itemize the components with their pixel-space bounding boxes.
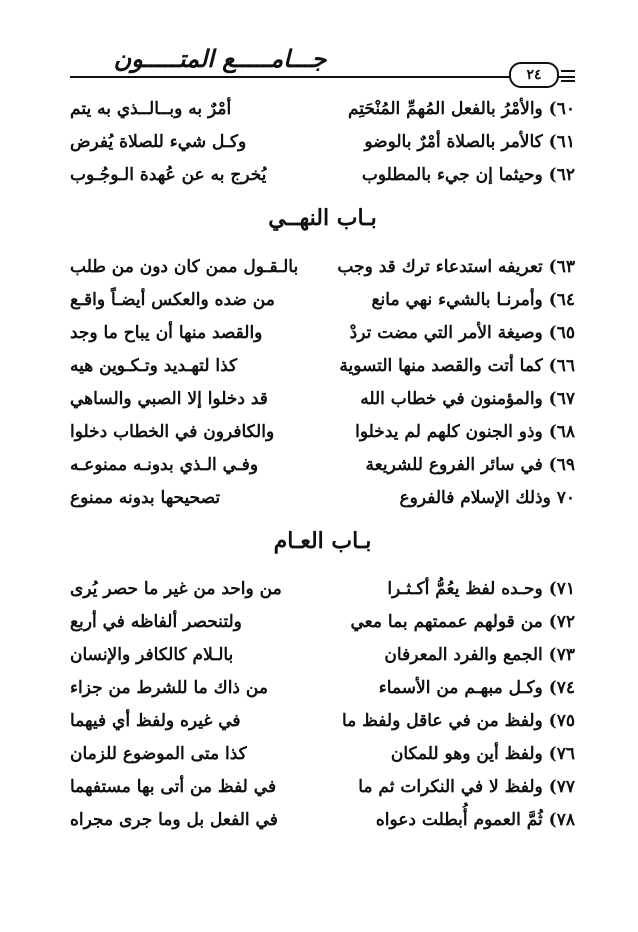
- verse-first-hemistich: ٧٥) ولفظ من في عاقل ولفظ ما: [341, 710, 575, 731]
- verse-first-hemistich: ٦٠) والأمْرُ بالفعل المُهمِّ المُنْحَتِم: [347, 98, 575, 119]
- verse-first-hemistich: ٦٨) وذو الجنون كلهم لم يدخلوا: [355, 421, 575, 442]
- verse-second-hemistich: من ذاك ما للشرط من جزاء: [70, 677, 268, 698]
- verse-line: [70, 572, 575, 605]
- verse-first-hemistich: ٦٩) في سائر الفروع للشريعة: [365, 454, 575, 475]
- verse-first-hemistich: ٧٤) وكـل مبهـم من الأسماء: [378, 677, 575, 698]
- verse-line: [70, 704, 575, 737]
- page-header: [70, 40, 575, 86]
- verse-line: [70, 770, 575, 803]
- verse-line: [70, 737, 575, 770]
- verse-second-hemistich: بالـلام كالكافر والإنسان: [70, 644, 234, 665]
- verse-line: [70, 605, 575, 638]
- verse-second-hemistich: كذا لتهـديد وتـكـوين هيه: [70, 355, 238, 376]
- verse-line: [70, 125, 575, 158]
- verse-first-hemistich: ٦٧) والمؤمنون في خطاب الله: [360, 388, 575, 409]
- verse-first-hemistich: ٧٢) من قولهم عممتهم بما معي: [350, 611, 575, 632]
- verse-first-hemistich: ٧٦) ولفظ أين وهو للمكان: [390, 743, 575, 764]
- running-title: جـــامـــــع المتـــــون: [113, 44, 327, 73]
- verse-second-hemistich: والقصد منها أن يباح ما وجد: [70, 322, 263, 343]
- verse-block-1: [70, 92, 575, 191]
- verse-block-3: [70, 572, 575, 836]
- verse-line: [70, 283, 575, 316]
- verse-second-hemistich: وفـي الـذي بدونـه ممنوعـه: [70, 454, 259, 475]
- verse-line: [70, 92, 575, 125]
- verse-first-hemistich: ٦٤) وأمرنـا بالشيء نهي مانع: [371, 289, 575, 310]
- verse-second-hemistich: ولتنحصر ألفاظه في أربع: [70, 611, 242, 632]
- verse-first-hemistich: ٧٨) ثُمَّ العموم أُبطلت دعواه: [375, 809, 575, 830]
- verse-second-hemistich: قد دخلوا إلا الصبي والساهي: [70, 388, 268, 409]
- header-rule: [70, 76, 575, 78]
- verse-first-hemistich: ٧١) وحـده لفظ يعُمُّ أكـثـرا: [387, 578, 575, 599]
- verse-first-hemistich: ٦٢) وحيثما إن جيء بالمطلوب: [361, 164, 575, 185]
- verse-second-hemistich: والكافرون في الخطاب دخلوا: [70, 421, 275, 442]
- verse-line: [70, 158, 575, 191]
- verse-block-2: [70, 250, 575, 514]
- verse-first-hemistich: ٧٧) ولفظ لا في النكرات ثم ما: [358, 776, 575, 797]
- section-heading: بـاب العـام: [273, 528, 372, 554]
- verse-second-hemistich: في غيره ولفظ أي فيهما: [70, 710, 241, 731]
- verse-first-hemistich: ٦٣) تعريفه استدعاء ترك قد وجب: [337, 256, 575, 277]
- verse-second-hemistich: أمْرٌ به وبــالــذي به يتم: [70, 98, 232, 119]
- page-number: ٢٤: [509, 62, 559, 88]
- verse-second-hemistich: من ضده والعكس أيضـاً واقـع: [70, 289, 275, 310]
- verse-first-hemistich: ٧٠ وذلك الإسلام فالفروع: [399, 487, 575, 508]
- verse-second-hemistich: في الفعل بل وما جرى مجراه: [70, 809, 278, 830]
- verse-line: [70, 448, 575, 481]
- verse-line: [70, 481, 575, 514]
- verse-second-hemistich: يُخرج به عن عُهدة الـوجُـوب: [70, 164, 267, 185]
- verse-first-hemistich: ٦٦) كما أتت والقصد منها التسوية: [339, 355, 575, 376]
- section-heading: بـاب النهــي: [268, 205, 377, 231]
- verse-second-hemistich: تصحيحها بدونه ممنوع: [70, 487, 221, 508]
- page-number-ornament: [561, 70, 575, 82]
- verse-second-hemistich: من واحد من غير ما حصر يُرى: [70, 578, 282, 599]
- verse-line: [70, 349, 575, 382]
- verse-first-hemistich: ٧٣) الجمع والفرد المعرفان: [384, 644, 575, 665]
- verse-line: [70, 803, 575, 836]
- verse-line: [70, 316, 575, 349]
- verse-first-hemistich: ٦١) كالأمر بالصلاة أمْرٌ بالوضو: [364, 131, 575, 152]
- verse-line: [70, 250, 575, 283]
- verse-first-hemistich: ٦٥) وصيغة الأمر التي مضت تردْ: [349, 322, 575, 343]
- verse-second-hemistich: كذا متى الموضوع للزمان: [70, 743, 247, 764]
- verse-second-hemistich: وكـل شيء للصلاة يُفرض: [70, 131, 247, 152]
- verse-line: [70, 382, 575, 415]
- verse-second-hemistich: بالـقـول ممن كان دون من طلب: [70, 256, 299, 277]
- verse-line: [70, 638, 575, 671]
- verse-line: [70, 415, 575, 448]
- verse-second-hemistich: في لفظ من أتى بها مستفهما: [70, 776, 277, 797]
- verse-line: [70, 671, 575, 704]
